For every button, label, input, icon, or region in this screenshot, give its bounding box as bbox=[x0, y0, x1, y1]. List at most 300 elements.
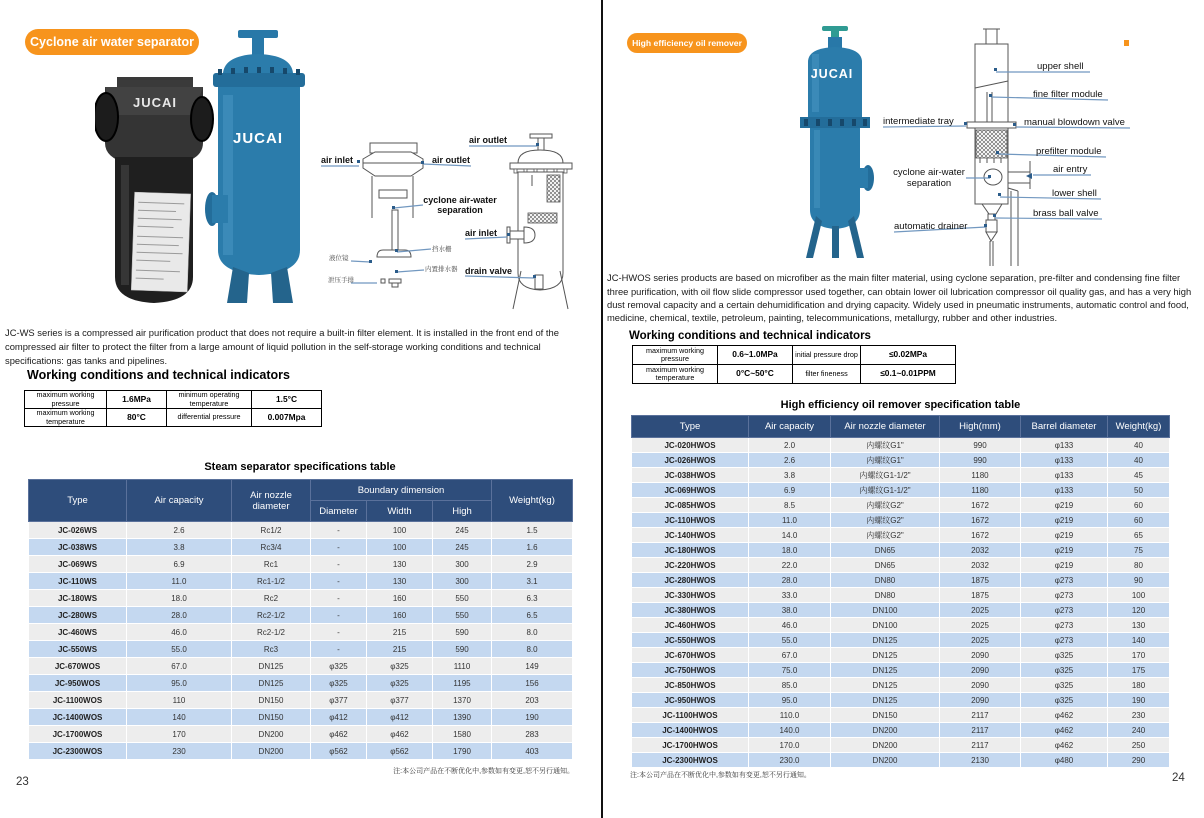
table-cell: 2.9 bbox=[492, 556, 573, 573]
table-cell: φ462 bbox=[1021, 723, 1108, 738]
table-cell: 1180 bbox=[940, 468, 1021, 483]
table-cell: φ273 bbox=[1021, 603, 1108, 618]
table-cell: JC-670HWOS bbox=[632, 648, 749, 663]
table-cell: JC-020HWOS bbox=[632, 438, 749, 453]
working-conditions-table-left bbox=[24, 390, 322, 427]
table-cell: 80 bbox=[1108, 558, 1170, 573]
table-cell: Rc1/2 bbox=[232, 522, 311, 539]
section-badge-right bbox=[627, 33, 747, 53]
table-cell: DN150 bbox=[232, 692, 311, 709]
table-cell: φ325 bbox=[311, 658, 367, 675]
label-automatic-drainer: automatic drainer bbox=[894, 221, 968, 232]
table-cell: 38.0 bbox=[749, 603, 831, 618]
table-cell: 3.8 bbox=[749, 468, 831, 483]
table-row bbox=[29, 590, 573, 607]
oil-remover-vessel-illustration bbox=[800, 26, 874, 258]
table-cell: JC-038HWOS bbox=[632, 468, 749, 483]
table-cell: 1.5 bbox=[492, 522, 573, 539]
table-row bbox=[29, 709, 573, 726]
table-cell: φ377 bbox=[311, 692, 367, 709]
table-cell: φ325 bbox=[311, 675, 367, 692]
label-cyclone-1: cyclone air-water bbox=[423, 195, 497, 205]
table-cell: 65 bbox=[1108, 528, 1170, 543]
table-row bbox=[632, 453, 1170, 468]
table-cell: 67.0 bbox=[127, 658, 232, 675]
table-cell: 290 bbox=[1108, 753, 1170, 768]
working-conditions-heading-left: Working conditions and technical indicators bbox=[27, 368, 290, 382]
label-lower-shell: lower shell bbox=[1052, 188, 1097, 199]
table-cell: 100 bbox=[367, 522, 433, 539]
table-cell: initial pressure drop bbox=[793, 346, 861, 365]
table-cell: JC-2300WOS bbox=[29, 743, 127, 760]
table-cell: DN125 bbox=[232, 658, 311, 675]
section-badge-left-label: Cyclone air water separator bbox=[30, 35, 194, 49]
brand-logo-blue-vessel: JUCAI bbox=[232, 130, 284, 147]
table-cell: JC-069WS bbox=[29, 556, 127, 573]
table-cell: 95.0 bbox=[749, 693, 831, 708]
table-row bbox=[29, 522, 573, 539]
separator-section-drawing bbox=[363, 143, 423, 287]
table-cell: φ325 bbox=[367, 675, 433, 692]
table-row bbox=[29, 607, 573, 624]
table-cell: JC-380HWOS bbox=[632, 603, 749, 618]
table-row bbox=[29, 641, 573, 658]
col-header-width: Width bbox=[367, 501, 433, 522]
table-row bbox=[29, 675, 573, 692]
table-cell: JC-550HWOS bbox=[632, 633, 749, 648]
col-header-weight: Weight(kg) bbox=[492, 480, 573, 522]
table-cell: φ219 bbox=[1021, 558, 1108, 573]
table-cell: 8.5 bbox=[749, 498, 831, 513]
table-cell: JC-069HWOS bbox=[632, 483, 749, 498]
table-cell: 3.8 bbox=[127, 539, 232, 556]
table-cell: 2117 bbox=[940, 738, 1021, 753]
col-header-nozzle: Air nozzle diameter bbox=[831, 416, 940, 438]
col-header-high: High bbox=[433, 501, 492, 522]
table-cell: φ480 bbox=[1021, 753, 1108, 768]
table-cell: JC-085HWOS bbox=[632, 498, 749, 513]
table-cell: φ412 bbox=[311, 709, 367, 726]
table-cell: 1195 bbox=[433, 675, 492, 692]
table-row bbox=[632, 618, 1170, 633]
table-cell: maximum working pressure bbox=[633, 346, 718, 365]
table-cell: 100 bbox=[1108, 588, 1170, 603]
table-cell: DN150 bbox=[831, 708, 940, 723]
label-manual-blowdown-valve: manual blowdown valve bbox=[1024, 117, 1125, 128]
table-row bbox=[29, 556, 573, 573]
table-cell: 250 bbox=[1108, 738, 1170, 753]
table-row bbox=[633, 365, 956, 384]
table-cell: φ325 bbox=[1021, 663, 1108, 678]
table-cell: ≤0.02MPa bbox=[861, 346, 956, 365]
table-cell: 14.0 bbox=[749, 528, 831, 543]
table-cell: φ377 bbox=[367, 692, 433, 709]
label-air-entry: air entry bbox=[1053, 164, 1088, 175]
col-header-type: Type bbox=[632, 416, 749, 438]
label-water-baffle: 挡水栅 bbox=[432, 246, 452, 253]
table-cell: 6.3 bbox=[492, 590, 573, 607]
table-cell: 1790 bbox=[433, 743, 492, 760]
table-cell: DN65 bbox=[831, 558, 940, 573]
table-cell: φ133 bbox=[1021, 438, 1108, 453]
table-cell: JC-220HWOS bbox=[632, 558, 749, 573]
table-cell: 2117 bbox=[940, 723, 1021, 738]
table-cell: 2090 bbox=[940, 693, 1021, 708]
table-row bbox=[632, 723, 1170, 738]
table-cell: differential pressure bbox=[167, 409, 252, 427]
table-cell: φ562 bbox=[311, 743, 367, 760]
table-cell: 190 bbox=[1108, 693, 1170, 708]
table-cell: φ412 bbox=[367, 709, 433, 726]
table-cell: φ133 bbox=[1021, 453, 1108, 468]
table-cell: 2025 bbox=[940, 633, 1021, 648]
table-cell: DN100 bbox=[831, 603, 940, 618]
table-cell: 55.0 bbox=[127, 641, 232, 658]
table-cell: Rc3/4 bbox=[232, 539, 311, 556]
table-cell: filter fineness bbox=[793, 365, 861, 384]
label-intermediate-tray: intermediate tray bbox=[883, 116, 954, 127]
table-cell: 110.0 bbox=[749, 708, 831, 723]
spec-header-row bbox=[29, 480, 573, 501]
table-cell: DN125 bbox=[831, 663, 940, 678]
table-cell: DN65 bbox=[831, 543, 940, 558]
table-cell: φ273 bbox=[1021, 573, 1108, 588]
table-cell: φ462 bbox=[367, 726, 433, 743]
table-row bbox=[29, 692, 573, 709]
table-cell: φ273 bbox=[1021, 633, 1108, 648]
label-manual-relief-drain: 泄压手排 bbox=[328, 277, 354, 284]
table-cell: φ133 bbox=[1021, 483, 1108, 498]
table-row bbox=[632, 528, 1170, 543]
label-liquid-level-gauge: 液位镜 bbox=[329, 255, 349, 262]
table-row bbox=[632, 513, 1170, 528]
table-cell: - bbox=[311, 522, 367, 539]
table-cell: JC-850HWOS bbox=[632, 678, 749, 693]
table-row bbox=[632, 708, 1170, 723]
table-cell: 240 bbox=[1108, 723, 1170, 738]
table-cell: Rc2-1/2 bbox=[232, 607, 311, 624]
table-cell: 215 bbox=[367, 641, 433, 658]
label-vessel-air-outlet: air outlet bbox=[469, 135, 508, 145]
table-cell: φ273 bbox=[1021, 618, 1108, 633]
table-cell: 300 bbox=[433, 573, 492, 590]
table-cell: 1672 bbox=[940, 513, 1021, 528]
col-header-boundary: Boundary dimension bbox=[311, 480, 492, 501]
table-cell: JC-670WOS bbox=[29, 658, 127, 675]
table-cell: 46.0 bbox=[127, 624, 232, 641]
table-cell: DN100 bbox=[831, 618, 940, 633]
table-cell: 245 bbox=[433, 522, 492, 539]
table-cell: 28.0 bbox=[127, 607, 232, 624]
table-cell: JC-1700WOS bbox=[29, 726, 127, 743]
table-cell: φ219 bbox=[1021, 498, 1108, 513]
table-cell: - bbox=[311, 641, 367, 658]
table-row bbox=[632, 663, 1170, 678]
table-cell: - bbox=[311, 590, 367, 607]
table-cell: 550 bbox=[433, 590, 492, 607]
table-cell: 60 bbox=[1108, 498, 1170, 513]
col-header-nozzle: Air nozzle diameter bbox=[232, 480, 311, 522]
table-cell: JC-110HWOS bbox=[632, 513, 749, 528]
table-cell: Rc1-1/2 bbox=[232, 573, 311, 590]
table-row bbox=[632, 498, 1170, 513]
table-cell: 550 bbox=[433, 607, 492, 624]
table-cell: JC-280HWOS bbox=[632, 573, 749, 588]
disclaimer-note-right: 注:本公司产品在不断优化中,参数如有变更,恕不另行通知。 bbox=[630, 772, 811, 779]
table-cell: Rc2-1/2 bbox=[232, 624, 311, 641]
table-cell: JC-110WS bbox=[29, 573, 127, 590]
label-built-in-drainer: 内置排水器 bbox=[425, 266, 458, 273]
table-cell: JC-280WS bbox=[29, 607, 127, 624]
label-cyclone-2-right: separation bbox=[906, 178, 952, 189]
label-vessel-air-inlet: air inlet bbox=[465, 228, 498, 238]
table-row bbox=[632, 603, 1170, 618]
table-cell: 1672 bbox=[940, 498, 1021, 513]
table-cell: JC-140HWOS bbox=[632, 528, 749, 543]
table-cell: 90 bbox=[1108, 573, 1170, 588]
table-cell: 75 bbox=[1108, 543, 1170, 558]
table-cell: φ219 bbox=[1021, 543, 1108, 558]
table-cell: JC-330HWOS bbox=[632, 588, 749, 603]
table-cell: DN125 bbox=[232, 675, 311, 692]
table-cell: 283 bbox=[492, 726, 573, 743]
spec-table-title-left: Steam separator specifications table bbox=[204, 461, 396, 473]
table-cell: maximum working pressure bbox=[25, 391, 107, 409]
table-cell: 80°C bbox=[107, 409, 167, 427]
table-cell: 内螺纹G1-1/2" bbox=[831, 468, 940, 483]
table-cell: 175 bbox=[1108, 663, 1170, 678]
table-cell: 85.0 bbox=[749, 678, 831, 693]
table-cell: maximum working temperature bbox=[633, 365, 718, 384]
table-cell: φ133 bbox=[1021, 468, 1108, 483]
label-cyclone-1-right: cyclone air-water bbox=[893, 167, 965, 178]
table-cell: 1390 bbox=[433, 709, 492, 726]
table-cell: 160 bbox=[367, 607, 433, 624]
table-cell: 6.9 bbox=[127, 556, 232, 573]
table-row bbox=[632, 753, 1170, 768]
table-cell: φ462 bbox=[311, 726, 367, 743]
page-number-right: 24 bbox=[1172, 772, 1185, 784]
table-cell: - bbox=[311, 539, 367, 556]
table-cell: - bbox=[311, 624, 367, 641]
table-cell: 2.6 bbox=[749, 453, 831, 468]
table-cell: 11.0 bbox=[749, 513, 831, 528]
table-cell: 120 bbox=[1108, 603, 1170, 618]
table-cell: 40 bbox=[1108, 438, 1170, 453]
table-row bbox=[633, 346, 956, 365]
black-filter-illustration bbox=[95, 77, 213, 303]
table-cell: 1180 bbox=[940, 483, 1021, 498]
table-cell: JC-038WS bbox=[29, 539, 127, 556]
table-cell: 内螺纹G2" bbox=[831, 498, 940, 513]
table-cell: 170.0 bbox=[749, 738, 831, 753]
label-prefilter-module: prefilter module bbox=[1036, 146, 1102, 157]
table-cell: Rc3 bbox=[232, 641, 311, 658]
table-row bbox=[632, 543, 1170, 558]
label-cyclone-2: separation bbox=[437, 205, 483, 215]
spec-table-title-right: High efficiency oil remover specification table bbox=[780, 399, 1021, 411]
table-cell: 0.007Mpa bbox=[252, 409, 322, 427]
table-cell: 内螺纹G2" bbox=[831, 528, 940, 543]
table-cell: 100 bbox=[367, 539, 433, 556]
series-description-right: JC-HWOS series products are based on microfiber as the main filter material, using cyclone separation, pre-filter and condensing fine filter three purification, with oil flow slide compressor used together, can obtain lower oil lubrication compressor oil quality gas, and has a very high dust removal capacity and a certain dehumidification and drying capacity. Widely used in pneumatic instruments, automatic control and food, medicine, chemical, textile, petroleum, painting, telecommunications, metallurgy, rubber and other industries. bbox=[607, 272, 1192, 323]
table-cell: DN125 bbox=[831, 633, 940, 648]
table-cell: 22.0 bbox=[749, 558, 831, 573]
table-row bbox=[632, 633, 1170, 648]
table-row bbox=[29, 539, 573, 556]
section-badge-right-label: High efficiency oil remover bbox=[632, 38, 742, 48]
table-cell: 190 bbox=[492, 709, 573, 726]
table-row bbox=[29, 743, 573, 760]
col-header-type: Type bbox=[29, 480, 127, 522]
table-cell: JC-550WS bbox=[29, 641, 127, 658]
table-cell: 18.0 bbox=[749, 543, 831, 558]
table-cell: DN150 bbox=[232, 709, 311, 726]
table-cell: 3.1 bbox=[492, 573, 573, 590]
table-cell: DN80 bbox=[831, 588, 940, 603]
table-cell: ≤0.1~0.01PPM bbox=[861, 365, 956, 384]
table-cell: 2025 bbox=[940, 618, 1021, 633]
table-cell: JC-460HWOS bbox=[632, 618, 749, 633]
table-cell: 2032 bbox=[940, 558, 1021, 573]
table-cell: JC-026WS bbox=[29, 522, 127, 539]
table-cell: 55.0 bbox=[749, 633, 831, 648]
label-fine-filter-module: fine filter module bbox=[1033, 89, 1103, 100]
table-cell: 67.0 bbox=[749, 648, 831, 663]
table-cell: JC-460WS bbox=[29, 624, 127, 641]
col-header-air-capacity: Air capacity bbox=[127, 480, 232, 522]
table-row bbox=[29, 624, 573, 641]
table-cell: φ325 bbox=[367, 658, 433, 675]
table-cell: 33.0 bbox=[749, 588, 831, 603]
table-cell: 内螺纹G1" bbox=[831, 438, 940, 453]
col-header-high: High(mm) bbox=[940, 416, 1021, 438]
table-cell: 215 bbox=[367, 624, 433, 641]
spec-table-left bbox=[28, 479, 573, 760]
vessel-outline-drawing bbox=[507, 134, 572, 309]
table-cell: 2117 bbox=[940, 708, 1021, 723]
table-cell: 245 bbox=[433, 539, 492, 556]
table-cell: 1370 bbox=[433, 692, 492, 709]
label-drain-valve: drain valve bbox=[465, 266, 513, 276]
spec-table-right bbox=[631, 415, 1170, 768]
series-description-left: JC-WS series is a compressed air purification product that does not require a built-in filter element. It is installed in the front end of the compressed air filter to protect the filter from a large amount of liquid pollution in the self-storage working conditions and technical specifications: gas tanks and pipelines. bbox=[5, 327, 559, 366]
table-cell: 内螺纹G1" bbox=[831, 453, 940, 468]
table-cell: 203 bbox=[492, 692, 573, 709]
table-row bbox=[632, 693, 1170, 708]
table-cell: φ273 bbox=[1021, 588, 1108, 603]
table-cell: 28.0 bbox=[749, 573, 831, 588]
table-row bbox=[632, 678, 1170, 693]
table-cell: φ325 bbox=[1021, 693, 1108, 708]
table-cell: 130 bbox=[1108, 618, 1170, 633]
table-cell: φ462 bbox=[1021, 738, 1108, 753]
page-number-left: 23 bbox=[16, 776, 29, 788]
table-cell: 95.0 bbox=[127, 675, 232, 692]
table-cell: DN200 bbox=[831, 753, 940, 768]
col-header-barrel: Barrel diameter bbox=[1021, 416, 1108, 438]
table-cell: 1875 bbox=[940, 573, 1021, 588]
disclaimer-note-left: 注:本公司产品在不断优化中,参数如有变更,恕不另行通知。 bbox=[393, 768, 574, 775]
product-photo-right bbox=[790, 26, 880, 261]
table-cell: JC-2300HWOS bbox=[632, 753, 749, 768]
diagram-right bbox=[880, 26, 1204, 266]
working-conditions-heading-right: Working conditions and technical indicators bbox=[629, 330, 871, 342]
table-cell: 140 bbox=[1108, 633, 1170, 648]
table-cell: 0°C~50°C bbox=[718, 365, 793, 384]
table-cell: 156 bbox=[492, 675, 573, 692]
table-cell: 170 bbox=[1108, 648, 1170, 663]
table-row bbox=[632, 588, 1170, 603]
table-row bbox=[632, 573, 1170, 588]
table-cell: JC-180HWOS bbox=[632, 543, 749, 558]
spec-label-sticker bbox=[131, 192, 190, 292]
table-cell: 内螺纹G2" bbox=[831, 513, 940, 528]
table-cell: DN80 bbox=[831, 573, 940, 588]
table-cell: DN200 bbox=[831, 738, 940, 753]
table-cell: 140.0 bbox=[749, 723, 831, 738]
table-cell: 990 bbox=[940, 438, 1021, 453]
table-cell: 50 bbox=[1108, 483, 1170, 498]
table-row bbox=[25, 391, 322, 409]
table-cell: 1.6 bbox=[492, 539, 573, 556]
label-air-inlet: air inlet bbox=[321, 155, 354, 165]
table-cell: 2090 bbox=[940, 648, 1021, 663]
table-cell: 18.0 bbox=[127, 590, 232, 607]
col-header-diameter: Diameter bbox=[311, 501, 367, 522]
table-cell: 230 bbox=[127, 743, 232, 760]
table-cell: φ219 bbox=[1021, 513, 1108, 528]
table-cell: 1875 bbox=[940, 588, 1021, 603]
page-divider bbox=[601, 0, 603, 818]
table-cell: - bbox=[311, 556, 367, 573]
table-cell: φ562 bbox=[367, 743, 433, 760]
table-cell: 46.0 bbox=[749, 618, 831, 633]
table-cell: 60 bbox=[1108, 513, 1170, 528]
table-cell: - bbox=[311, 607, 367, 624]
table-cell: DN200 bbox=[232, 743, 311, 760]
table-cell: 590 bbox=[433, 641, 492, 658]
table-cell: DN125 bbox=[831, 648, 940, 663]
table-cell: maximum working temperature bbox=[25, 409, 107, 427]
table-row bbox=[25, 409, 322, 427]
table-cell: 2130 bbox=[940, 753, 1021, 768]
table-cell: 2032 bbox=[940, 543, 1021, 558]
table-cell: 6.9 bbox=[749, 483, 831, 498]
table-cell: 6.5 bbox=[492, 607, 573, 624]
table-cell: JC-1400WOS bbox=[29, 709, 127, 726]
table-row bbox=[632, 738, 1170, 753]
table-cell: Rc1 bbox=[232, 556, 311, 573]
table-cell: JC-750HWOS bbox=[632, 663, 749, 678]
col-header-weight: Weight(kg) bbox=[1108, 416, 1170, 438]
table-cell: 2025 bbox=[940, 603, 1021, 618]
table-cell: JC-950HWOS bbox=[632, 693, 749, 708]
table-cell: 180 bbox=[1108, 678, 1170, 693]
diagram-left bbox=[313, 123, 603, 313]
working-conditions-table-right bbox=[632, 345, 956, 384]
table-row bbox=[29, 726, 573, 743]
table-cell: 2.0 bbox=[749, 438, 831, 453]
table-cell: 990 bbox=[940, 453, 1021, 468]
oil-remover-section-drawing bbox=[967, 29, 1030, 266]
label-upper-shell: upper shell bbox=[1037, 61, 1084, 72]
table-cell: DN125 bbox=[831, 678, 940, 693]
table-cell: 75.0 bbox=[749, 663, 831, 678]
table-row bbox=[29, 658, 573, 675]
table-cell: 300 bbox=[433, 556, 492, 573]
table-cell: φ462 bbox=[1021, 708, 1108, 723]
